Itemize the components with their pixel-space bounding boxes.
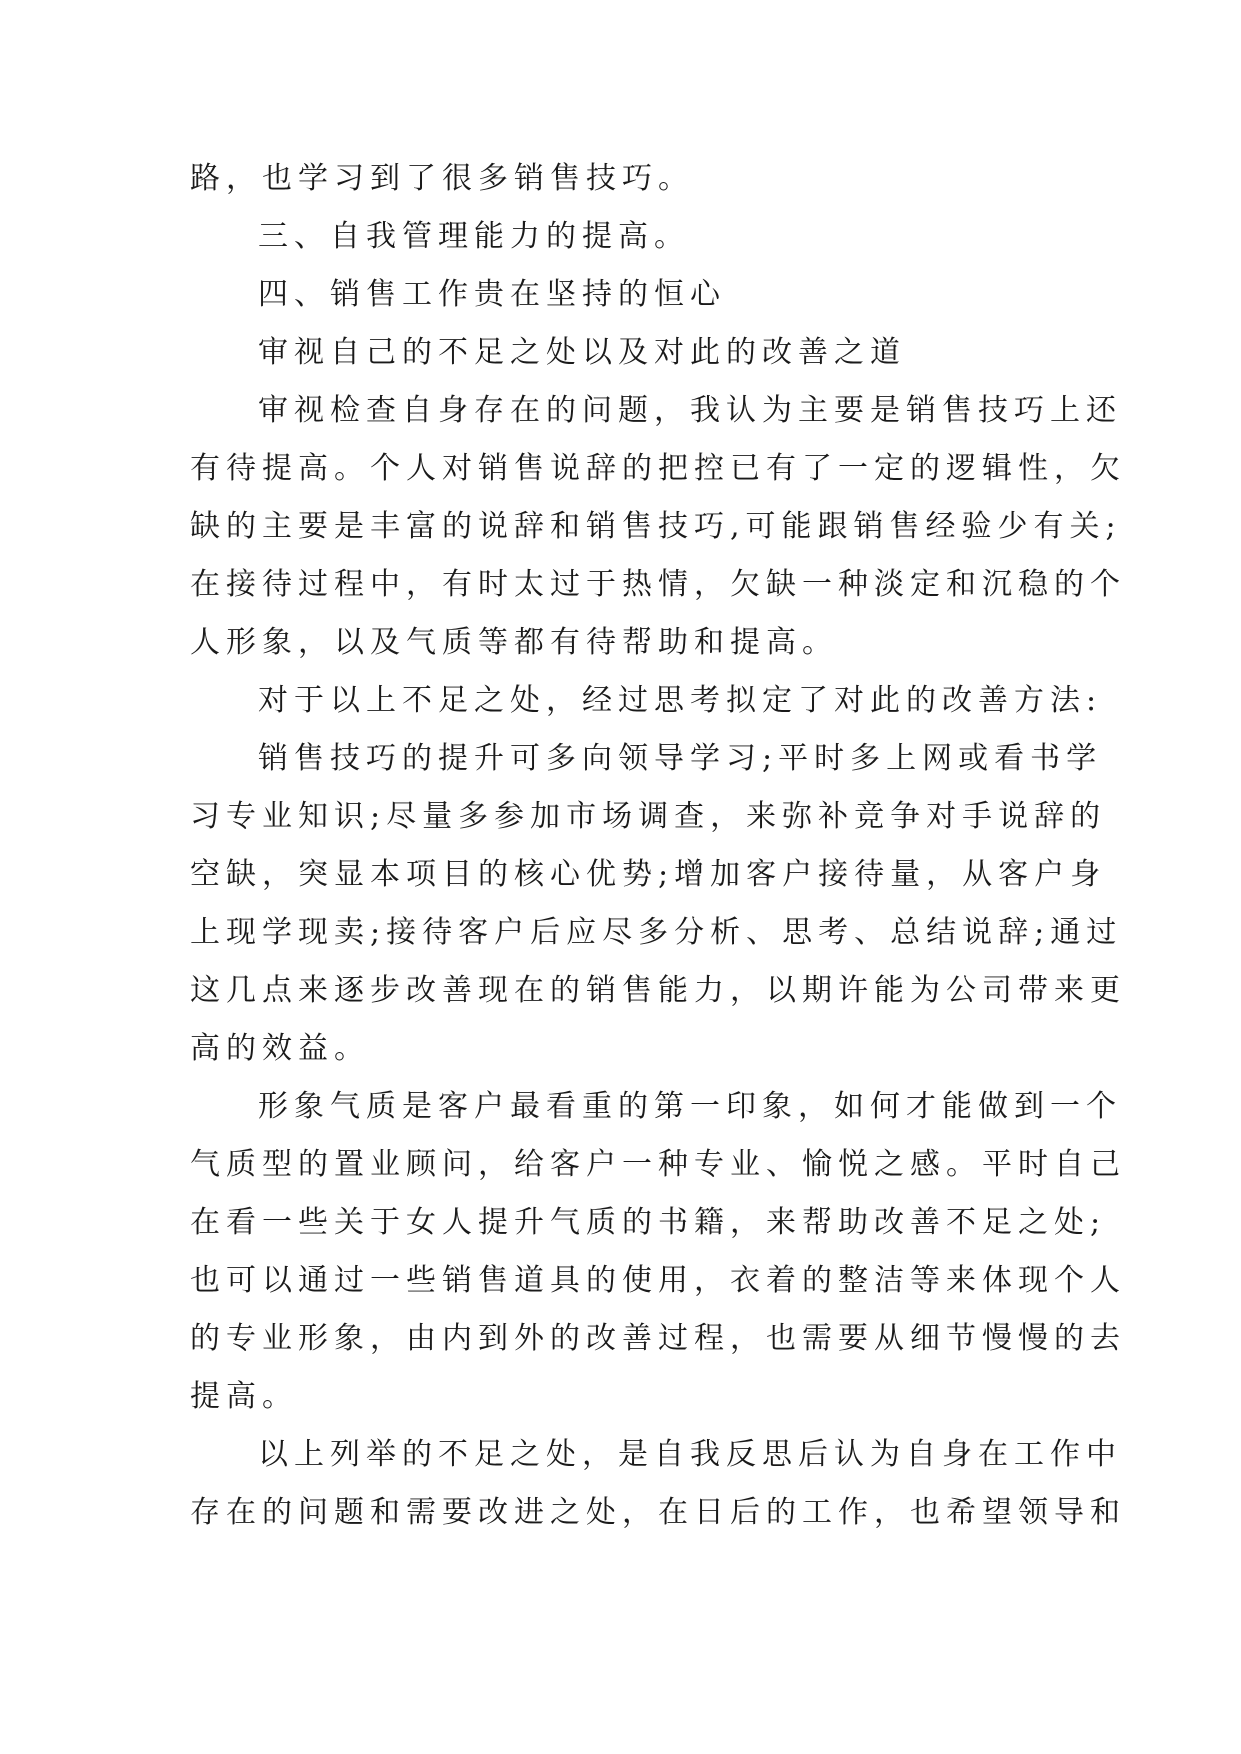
section-heading: 四、销售工作贵在坚持的恒心 (258, 277, 726, 312)
paragraph-line: 销售技巧的提升可多向领导学习;平时多上网或看书学 (258, 741, 1103, 776)
paragraph-line: 有待提高。个人对销售说辞的把控已有了一定的逻辑性，欠 (190, 451, 1126, 486)
paragraph-line: 空缺，突显本项目的核心优势;增加客户接待量，从客户身 (190, 857, 1107, 892)
paragraph-line: 审视检查自身存在的问题，我认为主要是销售技巧上还 (258, 393, 1122, 428)
section-heading: 三、自我管理能力的提高。 (258, 219, 690, 254)
paragraph-line: 以上列举的不足之处，是自我反思后认为自身在工作中 (258, 1437, 1122, 1472)
paragraph-line: 对于以上不足之处，经过思考拟定了对此的改善方法: (258, 683, 1103, 718)
paragraph-line: 在看一些关于女人提升气质的书籍，来帮助改善不足之处; (190, 1205, 1107, 1240)
paragraph-line: 形象气质是客户最看重的第一印象，如何才能做到一个 (258, 1089, 1122, 1124)
paragraph-line: 的专业形象，由内到外的改善过程，也需要从细节慢慢的去 (190, 1321, 1126, 1356)
paragraph-line: 在接待过程中，有时太过于热情，欠缺一种淡定和沉稳的个 (190, 567, 1126, 602)
paragraph-line: 上现学现卖;接待客户后应尽多分析、思考、总结说辞;通过 (190, 915, 1123, 950)
section-heading: 审视自己的不足之处以及对此的改善之道 (258, 335, 906, 370)
paragraph-line: 提高。 (190, 1379, 298, 1414)
paragraph-line: 气质型的置业顾问，给客户一种专业、愉悦之感。平时自己 (190, 1147, 1126, 1182)
paragraph-line: 这几点来逐步改善现在的销售能力，以期许能为公司带来更 (190, 973, 1126, 1008)
text-line: 路，也学习到了很多销售技巧。 (190, 161, 694, 196)
paragraph-line: 缺的主要是丰富的说辞和销售技巧,可能跟销售经验少有关; (190, 509, 1122, 544)
paragraph-line: 高的效益。 (190, 1031, 370, 1066)
paragraph-line: 存在的问题和需要改进之处，在日后的工作，也希望领导和 (190, 1495, 1126, 1530)
paragraph-line: 人形象，以及气质等都有待帮助和提高。 (190, 625, 838, 660)
document-body (190, 150, 1126, 1542)
paragraph-line: 习专业知识;尽量多参加市场调查，来弥补竞争对手说辞的 (190, 799, 1107, 834)
paragraph-line: 也可以通过一些销售道具的使用，衣着的整洁等来体现个人 (190, 1263, 1126, 1298)
